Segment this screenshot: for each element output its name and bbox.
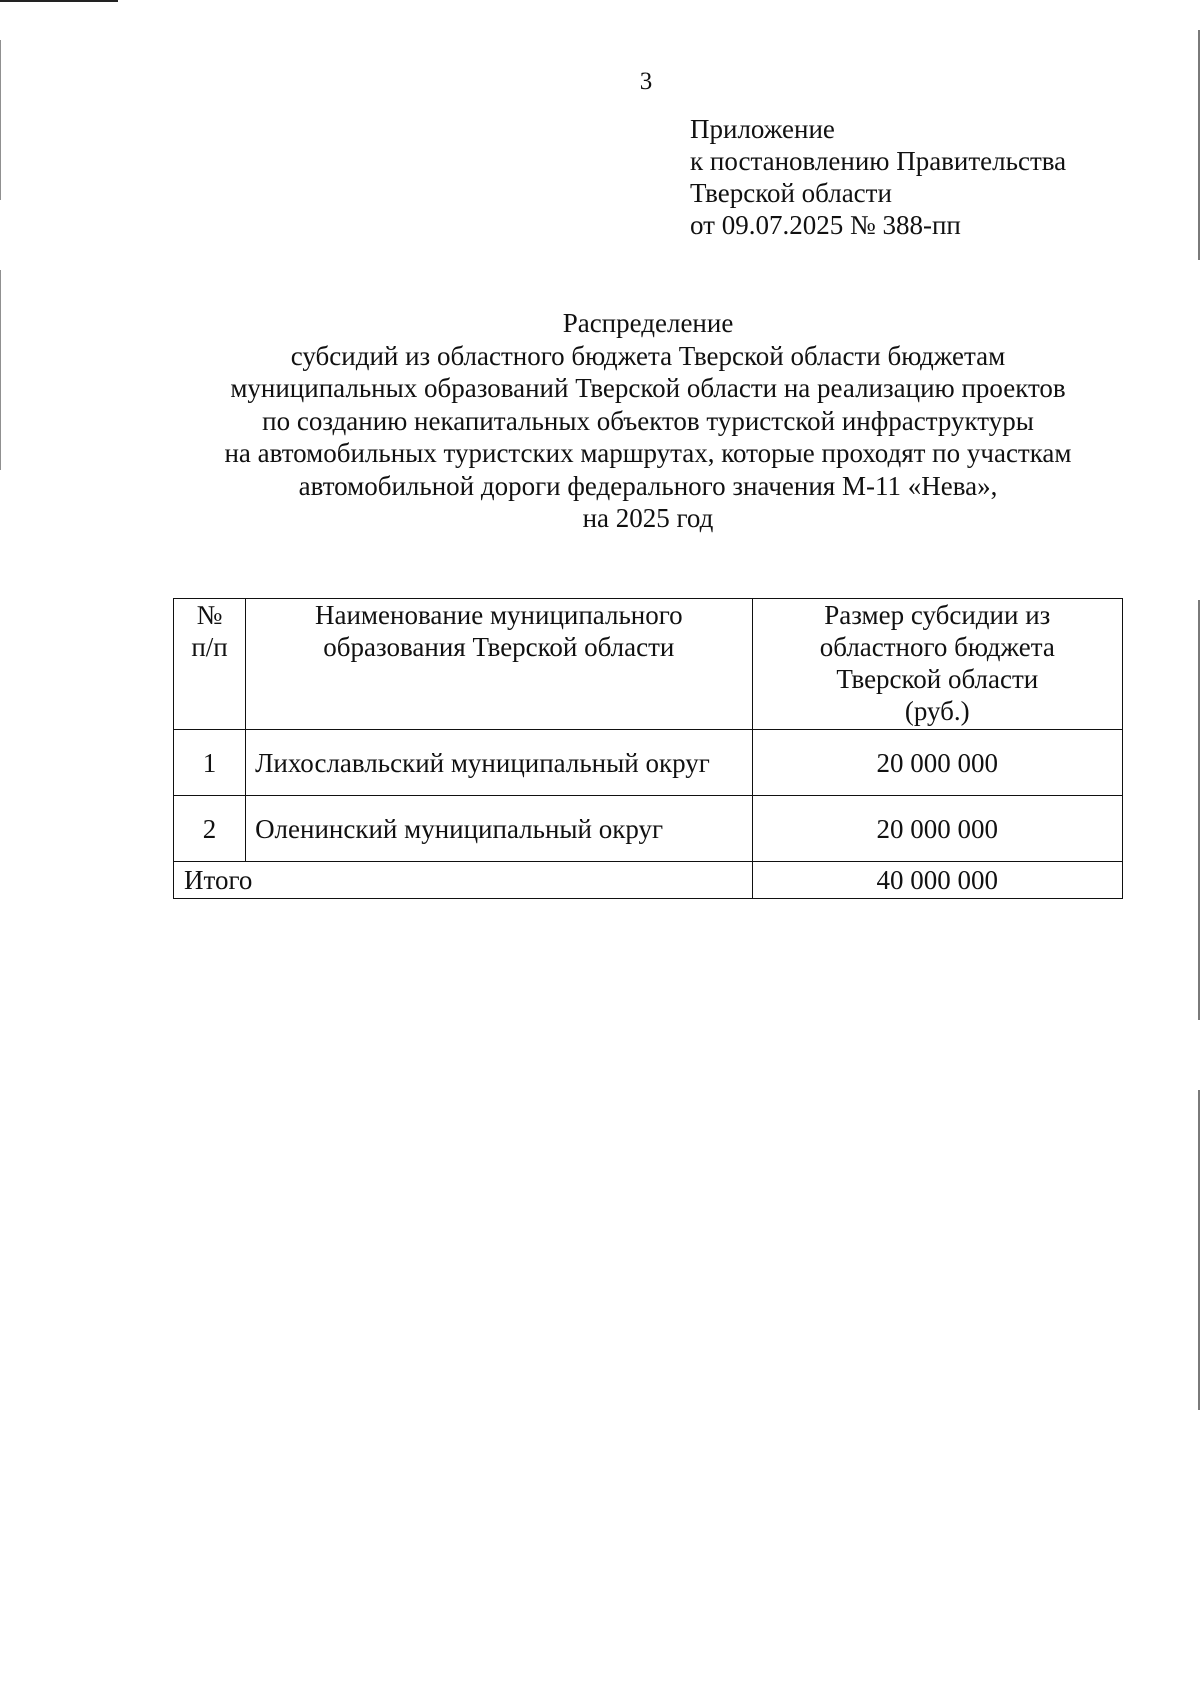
- row-municipality: Оленинский муниципальный округ: [246, 796, 753, 862]
- title-line: по созданию некапитальных объектов туристской инфраструктуры: [262, 405, 1034, 436]
- row-number: 1: [174, 730, 246, 796]
- subsidy-table: [173, 598, 1123, 899]
- appendix-header: [690, 113, 1066, 241]
- row-number: 2: [174, 796, 246, 862]
- header-subsidy-amount: Размер субсидии из областного бюджета Тверской области (руб.): [752, 599, 1122, 730]
- table-row: [174, 796, 1123, 862]
- total-label: Итого: [174, 862, 753, 899]
- scan-edge-mark-top: [0, 0, 118, 2]
- page-number: 3: [639, 68, 653, 95]
- scan-edge-mark-left-2: [0, 270, 1, 470]
- document-title: [150, 307, 1146, 535]
- title-line: на автомобильных туристских маршрутах, которые проходят по участкам: [224, 438, 1072, 468]
- row-municipality: Лихославльский муниципальный округ: [246, 730, 753, 796]
- table-total-row: [174, 862, 1123, 899]
- appendix-line: Тверской области: [690, 178, 892, 208]
- row-amount: 20 000 000: [752, 730, 1122, 796]
- header-number: № п/п: [174, 599, 246, 730]
- title-line: на 2025 год: [582, 503, 714, 533]
- title-line: муниципальных образований Тверской области на реализацию проектов: [230, 373, 1066, 403]
- title-line: автомобильной дороги федерального значения М-11 «Нева»,: [298, 470, 998, 501]
- scan-edge-mark-left-1: [0, 40, 1, 200]
- row-amount: 20 000 000: [752, 796, 1122, 862]
- appendix-line: к постановлению Правительства: [690, 146, 1067, 176]
- appendix-date-number: от 09.07.2025 № 388-пп: [690, 210, 961, 240]
- title-line: субсидий из областного бюджета Тверской области бюджетам: [290, 340, 1006, 371]
- table-row: [174, 730, 1123, 796]
- table-header-row: [174, 599, 1123, 730]
- header-municipality: Наименование муниципального образования Тверской области: [246, 599, 753, 730]
- appendix-line: Приложение: [690, 114, 835, 144]
- total-amount: 40 000 000: [752, 862, 1122, 899]
- title-line: Распределение: [562, 308, 734, 338]
